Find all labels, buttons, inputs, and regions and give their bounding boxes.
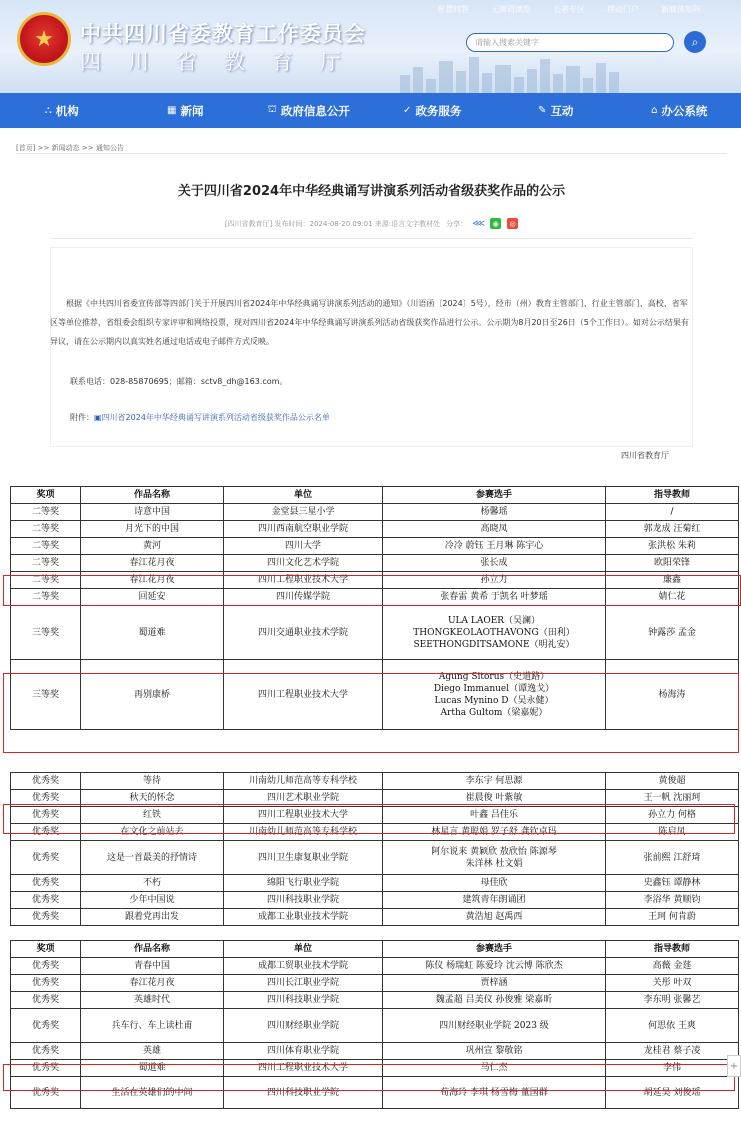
col-teacher: 指导教师 xyxy=(606,487,739,504)
contestants-cell: 张春雷 黄希 于凯名 叶梦瑶 xyxy=(383,589,606,606)
work-title-cell: 回延安 xyxy=(81,589,224,606)
org-icon: ⛬ xyxy=(44,105,52,116)
contestants-cell: 建筑青年朗诵团 xyxy=(383,892,606,909)
contact-info: 联系电话：028-85870695；邮箱：sctv8_dh@163.com。 xyxy=(70,377,288,386)
nav-item-org[interactable] xyxy=(0,93,124,128)
work-title-cell: 英雄时代 xyxy=(81,992,224,1009)
highlight-box xyxy=(3,804,735,834)
contestants-cell: Agung Sitorus（史道路） Diego Immanuel（谭逸戈） Lucas Mynino D（吴永健） Artha Gultom（梁嘉妮） xyxy=(383,660,606,730)
teacher-cell: 陈启凤 xyxy=(606,824,739,841)
article-title: 关于四川省2024年中华经典诵写讲演系列活动省级获奖作品的公示 xyxy=(177,184,566,199)
skyline-decoration xyxy=(400,53,740,93)
share-icon[interactable]: ⋘ xyxy=(472,218,486,229)
work-title-cell: 青春中国 xyxy=(81,958,224,975)
nav-label: 互动 xyxy=(550,103,574,118)
contestants-cell: 李东宇 何思源 xyxy=(383,773,606,790)
col-unit: 单位 xyxy=(224,941,383,958)
top-link-media[interactable]: 新媒体矩阵 xyxy=(661,5,701,14)
nav-item-office[interactable] xyxy=(618,93,741,128)
award-cell: 优秀奖 xyxy=(11,958,81,975)
award-cell: 优秀奖 xyxy=(11,909,81,926)
search-input[interactable]: 请输入搜索关键字 xyxy=(466,33,674,52)
award-cell: 优秀奖 xyxy=(11,892,81,909)
col-teacher: 指导教师 xyxy=(606,941,739,958)
work-title-cell: 少年中国说 xyxy=(81,892,224,909)
search-icon: ⌕ xyxy=(691,34,699,49)
teacher-cell: / xyxy=(606,504,739,521)
unit-cell: 四川财经职业学院 xyxy=(224,1009,383,1043)
contestants-cell: 林星言 黄聪娟 罗子舒 龚钦卓玛 xyxy=(383,824,606,841)
table-row xyxy=(11,992,739,1009)
contestants-cell: 高晓凤 xyxy=(383,521,606,538)
col-unit: 单位 xyxy=(224,487,383,504)
contestants-cell: 母佳欣 xyxy=(383,875,606,892)
work-title-cell: 春江花月夜 xyxy=(81,555,224,572)
org-name-line1: 中共四川省委教育工作委员会 xyxy=(80,22,366,46)
highlight-box xyxy=(3,1064,735,1091)
award-cell: 优秀奖 xyxy=(11,1077,81,1109)
highlight-box xyxy=(3,575,741,606)
site-header xyxy=(0,0,741,93)
work-title-cell: 蜀道难 xyxy=(81,1060,224,1077)
expand-plus-icon[interactable]: + xyxy=(727,1055,741,1077)
unit-cell: 四川交通职业技术学院 xyxy=(224,606,383,660)
nav-item-news[interactable] xyxy=(124,93,248,128)
award-cell: 二等奖 xyxy=(11,521,81,538)
table-header-row xyxy=(11,487,739,504)
work-title-cell: 等待 xyxy=(81,773,224,790)
table-row xyxy=(11,1043,739,1060)
article-body: 根据《中共四川省委宣传部等四部门关于开展四川省2024年中华经典诵写讲演系列活动的通知》（川语函〔2024〕5号），经市（州）教育主管部门、行业主管部门、高校、省军区等单位推荐，省组委会组织专家评审和网络投票，现对四川省2024年中华经典诵写讲演系列活动省级获奖作品进行公示。公示期为8月20日至26日（5个工作日）。如对公示结果有异议，请在公示期内以真实姓名通过电话或电子邮件方式反映。 xyxy=(50,299,689,346)
work-title-cell: 诗意中国 xyxy=(81,504,224,521)
unit-cell: 四川文化艺术学院 xyxy=(224,555,383,572)
award-cell: 三等奖 xyxy=(11,606,81,660)
contestants-cell: 荀海玲 李琪 杨雪梅 董国群 xyxy=(383,1077,606,1109)
contestants-cell: 冷冷 蔚钰 王月琳 陈宇心 xyxy=(383,538,606,555)
teacher-cell: 杨海涛 xyxy=(606,660,739,730)
unit-cell: 四川科技职业学院 xyxy=(224,992,383,1009)
col-work: 作品名称 xyxy=(81,941,224,958)
contestants-cell: 阿尔说来 黄颖欣 敖欣怡 陈源琴 朱洋林 杜文娟 xyxy=(383,841,606,875)
work-title-cell: 春江花月夜 xyxy=(81,572,224,589)
table-row xyxy=(11,841,739,875)
teacher-cell: 欧阳荣锋 xyxy=(606,555,739,572)
col-contestants: 参赛选手 xyxy=(383,941,606,958)
work-title-cell: 英雄 xyxy=(81,1043,224,1060)
top-link-qa[interactable]: 智慧问答 xyxy=(437,5,469,14)
contestants-cell: 杨馨瑶 xyxy=(383,504,606,521)
award-cell: 优秀奖 xyxy=(11,975,81,992)
service-icon: ✓ xyxy=(403,105,412,116)
teacher-cell: 王珂 何肯蔚 xyxy=(606,909,739,926)
col-work: 作品名称 xyxy=(81,487,224,504)
attachment-file-icon: ▣ xyxy=(94,413,102,422)
contestants-cell: ULA LAOER（吴澜） THONGKEOLAOTHAVONG（田利） SEETHONGDITSAMONE（明礼安） xyxy=(383,606,606,660)
award-cell: 二等奖 xyxy=(11,555,81,572)
nav-label: 新闻 xyxy=(180,103,204,118)
contestants-cell: 魏孟超 吕美仪 孙俊雅 梁嘉昕 xyxy=(383,992,606,1009)
unit-cell: 四川工程职业技术大学 xyxy=(224,572,383,589)
work-title-cell: 兵车行、车上读杜甫 xyxy=(81,1009,224,1043)
top-link-mobile[interactable]: 移动门户 xyxy=(607,5,639,14)
contestants-cell: 贾梓涵 xyxy=(383,975,606,992)
top-link-elderly[interactable]: 长者专区 xyxy=(553,5,585,14)
nav-item-info[interactable] xyxy=(247,93,371,128)
col-contestants: 参赛选手 xyxy=(383,487,606,504)
interact-icon: ✎ xyxy=(538,105,547,116)
teacher-cell: 李浴华 黄顺钧 xyxy=(606,892,739,909)
unit-cell: 四川工程职业技术大学 xyxy=(224,1060,383,1077)
info-icon: ⛫ xyxy=(267,104,277,115)
award-cell: 优秀奖 xyxy=(11,992,81,1009)
work-title-cell: 月光下的中国 xyxy=(81,521,224,538)
award-cell: 二等奖 xyxy=(11,504,81,521)
nav-item-service[interactable] xyxy=(371,93,495,128)
work-title-cell: 这是一首最美的抒情诗 xyxy=(81,841,224,875)
teacher-cell: 胡延昊 刘俊瑶 xyxy=(606,1077,739,1109)
nav-label: 办公系统 xyxy=(661,103,708,118)
unit-cell: 四川科技职业学院 xyxy=(224,892,383,909)
award-cell: 优秀奖 xyxy=(11,807,81,824)
award-cell: 优秀奖 xyxy=(11,790,81,807)
teacher-cell: 李伟 xyxy=(606,1060,739,1077)
award-cell: 优秀奖 xyxy=(11,875,81,892)
signature: 四川省教育厅 xyxy=(621,451,669,460)
unit-cell: 四川工程职业技术大学 xyxy=(224,660,383,730)
table-row xyxy=(11,773,739,790)
teacher-cell: 张洪松 朱莉 xyxy=(606,538,739,555)
news-icon: ▦ xyxy=(167,105,177,116)
work-title-cell: 红铁 xyxy=(81,807,224,824)
unit-cell: 四川科技职业学院 xyxy=(224,1077,383,1109)
award-cell: 三等奖 xyxy=(11,660,81,730)
unit-cell: 四川长江职业学院 xyxy=(224,975,383,992)
table-row xyxy=(11,958,739,975)
teacher-cell: 张前熙 江舒琦 xyxy=(606,841,739,875)
work-title-cell: 在文化之前站去 xyxy=(81,824,224,841)
table-row xyxy=(11,909,739,926)
article-meta xyxy=(16,218,727,229)
unit-cell: 四川传媒学院 xyxy=(224,589,383,606)
award-cell: 优秀奖 xyxy=(11,1060,81,1077)
work-title-cell: 春江花月夜 xyxy=(81,975,224,992)
attachment-link[interactable]: 四川省2024年中华经典诵写讲演系列活动省级获奖作品公示名单 xyxy=(101,413,330,422)
teacher-cell: 婧仁花 xyxy=(606,589,739,606)
contestants-cell: 叶鑫 吕佳乐 xyxy=(383,807,606,824)
table-row xyxy=(11,975,739,992)
awards-table-2 xyxy=(10,772,739,926)
teacher-cell: 黄俊超 xyxy=(606,773,739,790)
unit-cell: 川南幼儿师范高等专科学校 xyxy=(224,773,383,790)
teacher-cell: 史鑫钰 谭静林 xyxy=(606,875,739,892)
col-award: 奖项 xyxy=(11,487,81,504)
highlight-box xyxy=(3,673,739,753)
teacher-cell: 关彤 叶双 xyxy=(606,975,739,992)
contestants-cell: 孙立力 xyxy=(383,572,606,589)
unit-cell: 成都工业职业技术学院 xyxy=(224,909,383,926)
table-row xyxy=(11,892,739,909)
nav-item-interact[interactable] xyxy=(494,93,618,128)
contestants-cell: 巩州宣 黎敬铭 xyxy=(383,1043,606,1060)
share-label: 分享： xyxy=(446,219,468,228)
unit-cell: 四川西南航空职业学院 xyxy=(224,521,383,538)
award-cell: 优秀奖 xyxy=(11,1009,81,1043)
contestants-cell: 陈仪 杨瑞虹 陈爱玲 沈云博 陈欣杰 xyxy=(383,958,606,975)
unit-cell: 四川体育职业学院 xyxy=(224,1043,383,1060)
unit-cell: 成都工贸职业技术学院 xyxy=(224,958,383,975)
table-row xyxy=(11,555,739,572)
award-cell: 优秀奖 xyxy=(11,1043,81,1060)
nav-label: 政府信息公开 xyxy=(280,103,350,118)
unit-cell: 四川艺术职业学院 xyxy=(224,790,383,807)
work-title-cell: 再别康桥 xyxy=(81,660,224,730)
main-nav xyxy=(0,93,741,128)
contestants-cell: 四川财经职业学院 2023 级 xyxy=(383,1009,606,1043)
contestants-cell: 马仁杰 xyxy=(383,1060,606,1077)
breadcrumb[interactable]: [首页] >> 新闻动态 >> 通知公告 xyxy=(16,144,124,152)
work-title-cell: 跟着党再出发 xyxy=(81,909,224,926)
unit-cell: 川南幼儿师范高等专科学校 xyxy=(224,824,383,841)
nav-label: 机构 xyxy=(55,103,79,118)
unit-cell: 四川卫生康复职业学院 xyxy=(224,841,383,875)
table-row xyxy=(11,875,739,892)
contestants-cell: 张长成 xyxy=(383,555,606,572)
award-cell: 二等奖 xyxy=(11,589,81,606)
teacher-cell: 何思依 王爽 xyxy=(606,1009,739,1043)
unit-cell: 四川大学 xyxy=(224,538,383,555)
table-row xyxy=(11,606,739,660)
teacher-cell: 廉鑫 xyxy=(606,572,739,589)
contestants-cell: 崔晨俊 叶紫敏 xyxy=(383,790,606,807)
award-cell: 优秀奖 xyxy=(11,824,81,841)
award-cell: 优秀奖 xyxy=(11,773,81,790)
work-title-cell: 蜀道难 xyxy=(81,606,224,660)
teacher-cell: 龙桂君 蔡子凌 xyxy=(606,1043,739,1060)
unit-cell: 金堂县三星小学 xyxy=(224,504,383,521)
table-header-row xyxy=(11,941,739,958)
table-row xyxy=(11,1009,739,1043)
award-cell: 二等奖 xyxy=(11,572,81,589)
teacher-cell: 孙立力 何格 xyxy=(606,807,739,824)
weibo-icon[interactable]: ◎ xyxy=(507,218,518,229)
award-cell: 优秀奖 xyxy=(11,841,81,875)
search-button[interactable] xyxy=(684,31,706,53)
article-panel xyxy=(16,153,727,460)
teacher-cell: 钟露莎 孟金 xyxy=(606,606,739,660)
teacher-cell: 郭龙成 汪菊红 xyxy=(606,521,739,538)
teacher-cell: 高薇 金莛 xyxy=(606,958,739,975)
col-award: 奖项 xyxy=(11,941,81,958)
publish-info: [四川省教育厅] 发布时间：2024-08-20 09:01 来源:语言文字教材处 xyxy=(224,219,441,228)
teacher-cell: 李东明 张馨艺 xyxy=(606,992,739,1009)
work-title-cell: 不朽 xyxy=(81,875,224,892)
national-emblem-logo[interactable]: ★ xyxy=(17,12,71,66)
org-name-line2: 四川省教育厅 xyxy=(80,50,368,74)
contestants-cell: 黄浩旭 赵禹西 xyxy=(383,909,606,926)
table-row xyxy=(11,504,739,521)
table-row xyxy=(11,538,739,555)
unit-cell: 绵阳飞行职业学院 xyxy=(224,875,383,892)
attachment-row xyxy=(70,408,670,427)
work-title-cell: 秋天的怀念 xyxy=(81,790,224,807)
attachment-label: 附件： xyxy=(70,413,94,422)
top-links xyxy=(437,4,701,15)
award-cell: 二等奖 xyxy=(11,538,81,555)
work-title-cell: 黄河 xyxy=(81,538,224,555)
table-row xyxy=(11,521,739,538)
unit-cell: 四川工程职业技术大学 xyxy=(224,807,383,824)
nav-label: 政务服务 xyxy=(415,103,462,118)
office-icon: ⌂ xyxy=(651,105,658,116)
divider xyxy=(50,238,693,239)
work-title-cell: 生活在英雄们的中间 xyxy=(81,1077,224,1109)
wechat-icon[interactable]: ◉ xyxy=(490,218,501,229)
top-link-accessibility[interactable]: 无障碍浏览 xyxy=(491,5,531,14)
teacher-cell: 王一帆 沈丽珂 xyxy=(606,790,739,807)
